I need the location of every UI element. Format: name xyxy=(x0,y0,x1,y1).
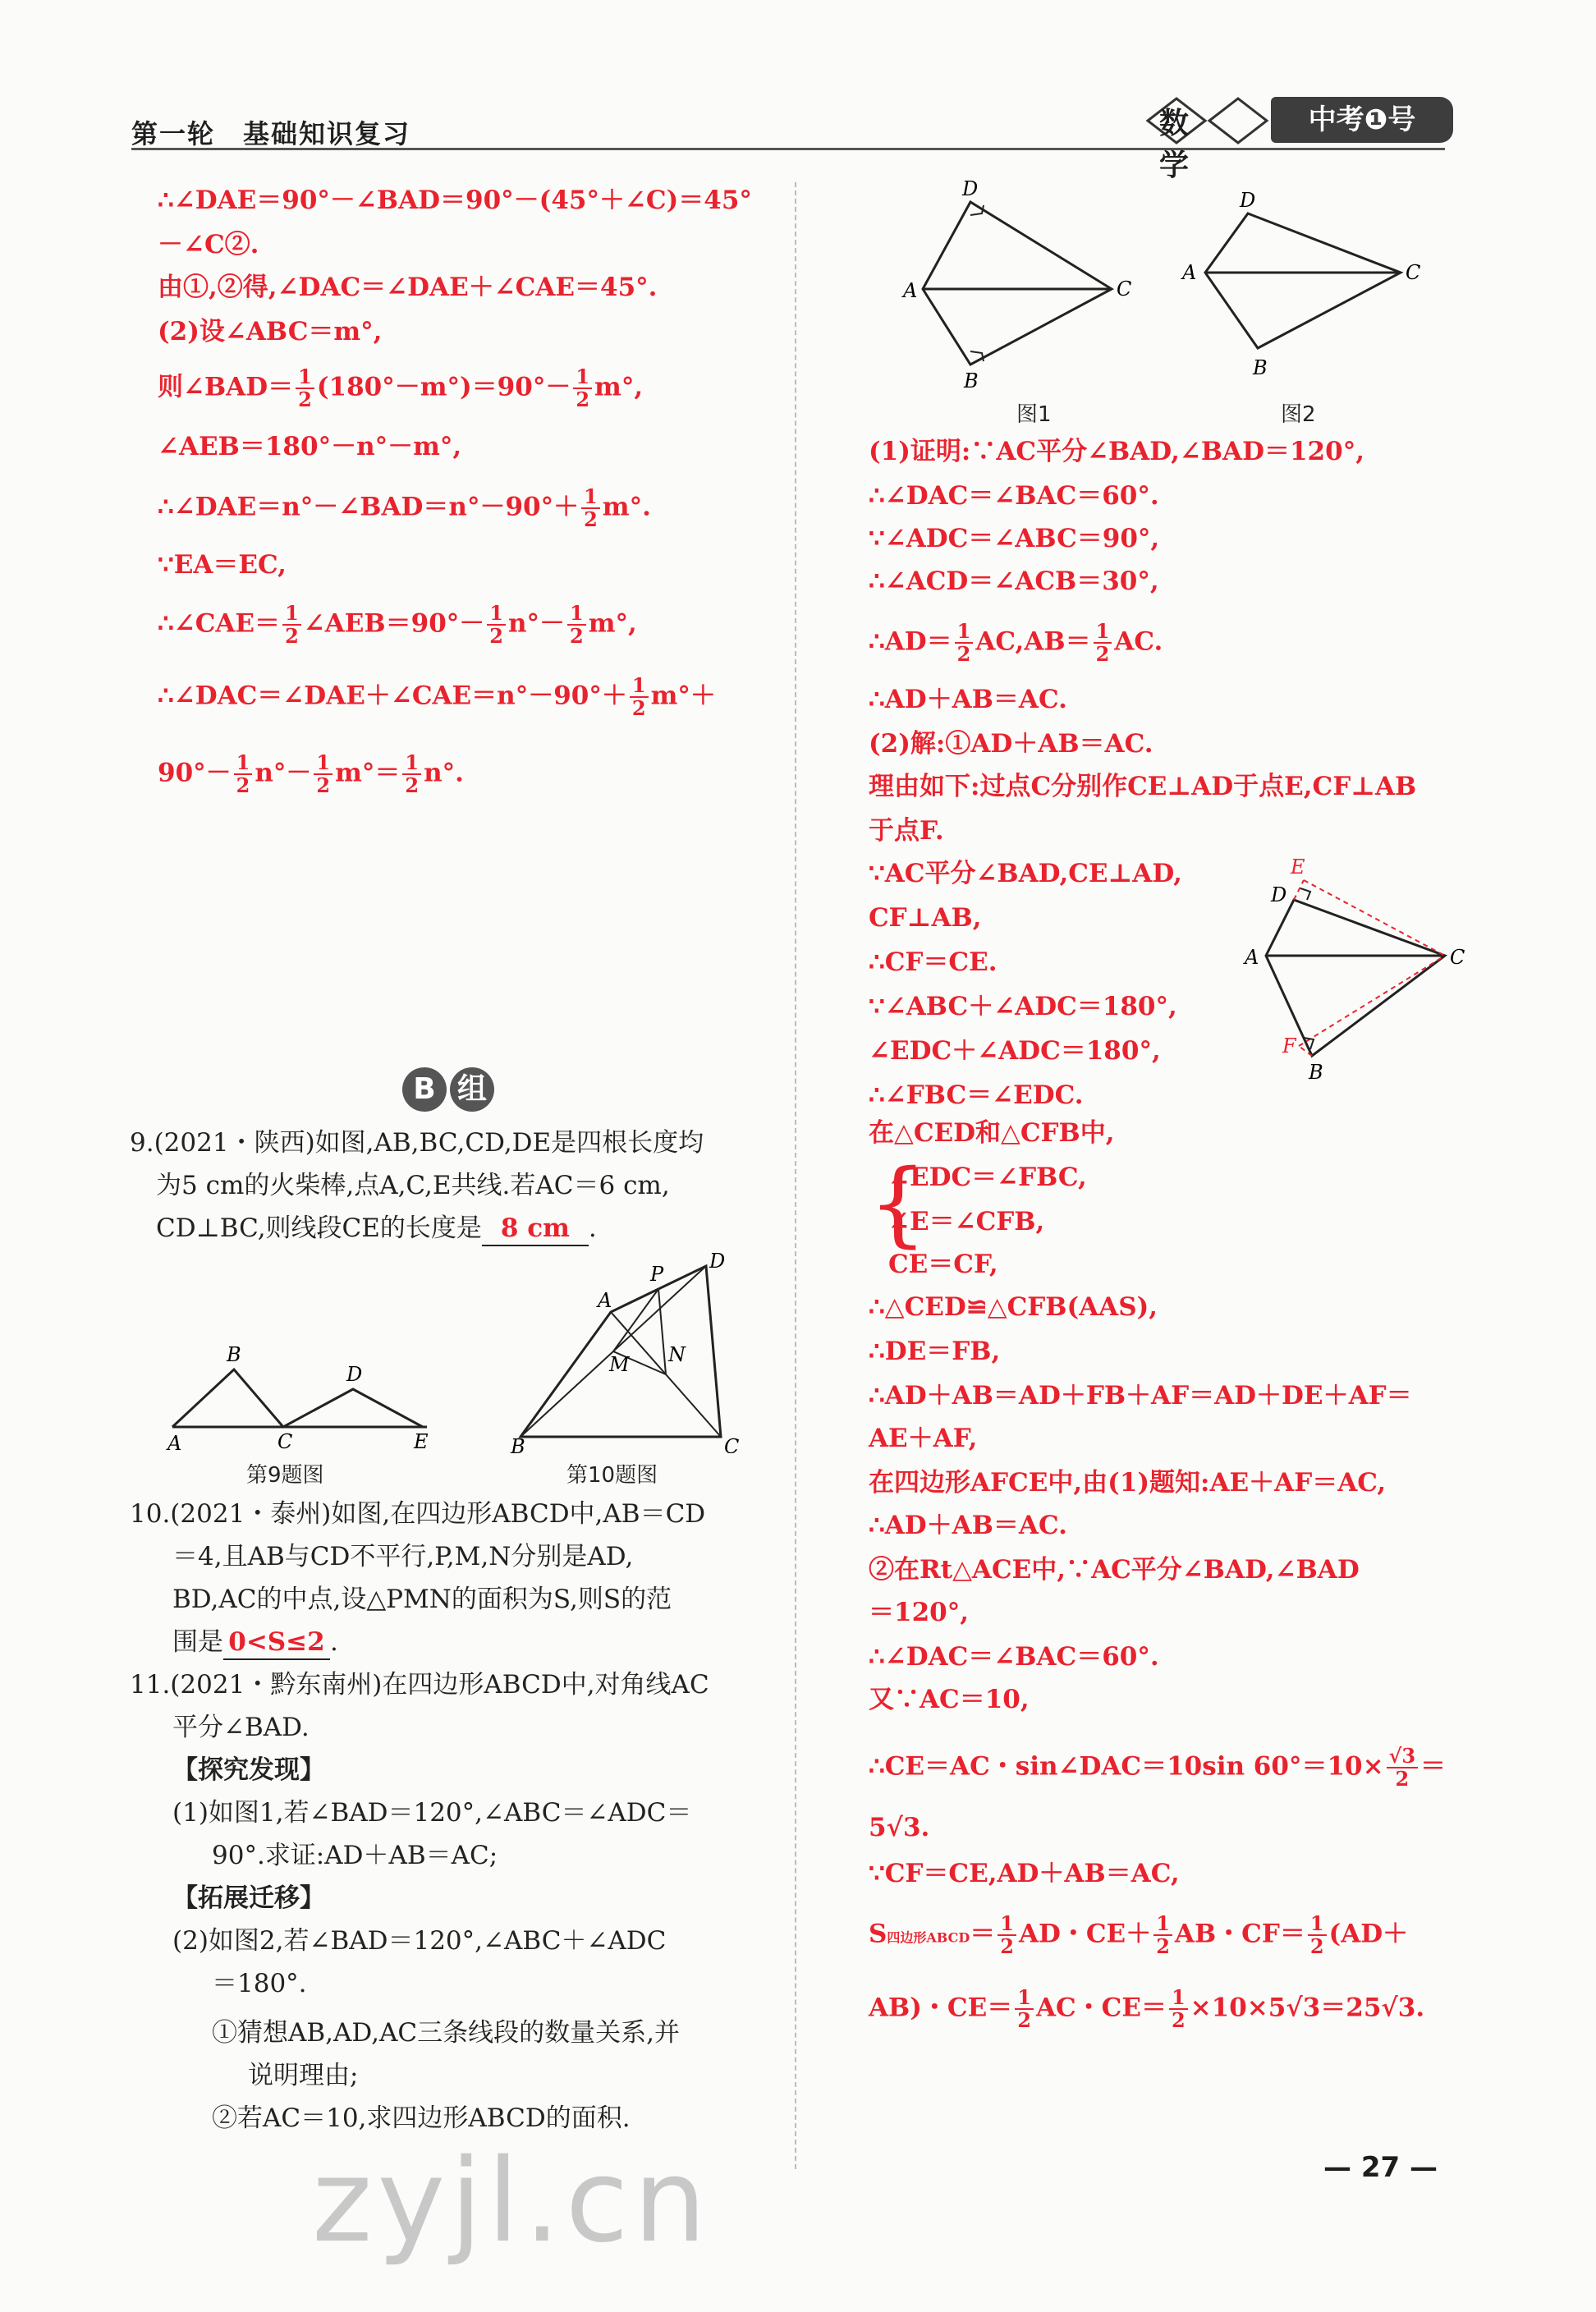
brace-line-1: ∠EDC＝∠FBC, xyxy=(888,1163,1087,1192)
fig2-label-b: B xyxy=(1253,356,1268,379)
answer-line-8: ∵EA＝EC, xyxy=(158,550,287,580)
sol-line-7: (2)解:①AD＋AB＝AC. xyxy=(869,729,1153,759)
q11-line-4: (1)如图1,若∠BAD＝120°,∠ABC＝∠ADC＝ xyxy=(172,1798,692,1828)
sol-line-22: ∴AD＋AB＝AC. xyxy=(869,1511,1067,1540)
sol-line-20: AE＋AF, xyxy=(869,1424,978,1453)
fig9-label-c: C xyxy=(277,1430,293,1453)
aux-label-f: F xyxy=(1282,1034,1296,1057)
watermark: zyjl.cn xyxy=(312,2135,712,2268)
q11-line-7: (2)如图2,若∠BAD＝120°,∠ABC＋∠ADC xyxy=(172,1926,667,1956)
fig10-label-c: C xyxy=(724,1435,740,1453)
figure-2-caption: 图2 xyxy=(1281,402,1316,427)
brace-line-2: ∠E＝∠CFB, xyxy=(888,1207,1045,1236)
fig10-label-m: M xyxy=(609,1353,630,1376)
sol-line-6: ∴AD＋AB＝AC. xyxy=(869,685,1067,714)
q11-line-2: 平分∠BAD. xyxy=(172,1713,310,1742)
sol-line-30: S四边形ABCD＝ $\frac{1}{2}$ AD・CE＋ $\frac{1}{2}$ AB・CF＝ $\frac{1}{2}$ (AD＋ xyxy=(869,1911,1409,1958)
q11-line-6: 【拓展迁移】 xyxy=(172,1883,325,1913)
q10-answer-blank: 0<S≤2 xyxy=(223,1626,330,1660)
figure-auxiliary xyxy=(1241,849,1488,1095)
answer-line-6: ∠AEB＝180°－n°－m°, xyxy=(158,432,462,461)
q11-line-3: 【探究发现】 xyxy=(172,1755,325,1785)
q11-line-1: 11.(2021・黔东南州)在四边形ABCD中,对角线AC xyxy=(130,1670,709,1700)
fig10-label-b: B xyxy=(511,1435,525,1453)
sol-line-21: 在四边形AFCE中,由(1)题知:AE＋AF＝AC, xyxy=(869,1468,1387,1498)
q10-figure xyxy=(509,1248,755,1453)
q9-line-1: 9.(2021・陕西)如图,AB,BC,CD,DE是四根长度均 xyxy=(130,1128,704,1158)
fig2-label-c: C xyxy=(1406,261,1421,284)
fig1-label-d: D xyxy=(962,177,979,200)
sol-line-8: 理由如下:过点C分别作CE⊥AD于点E,CF⊥AB xyxy=(869,772,1417,801)
sol-line-29: ∵CF＝CE,AD＋AB＝AC, xyxy=(869,1859,1180,1888)
fig9-label-a: A xyxy=(167,1432,182,1453)
brace-line-3: CE＝CF, xyxy=(888,1250,998,1279)
q10-line-1: 10.(2021・泰州)如图,在四边形ABCD中,AB＝CD xyxy=(130,1499,706,1529)
fig1-label-a: A xyxy=(903,279,918,302)
sol-line-18: ∴DE＝FB, xyxy=(869,1337,1001,1366)
sol-line-17: ∴△CED≌△CFB(AAS), xyxy=(869,1292,1158,1322)
sol-line-24: ＝120°, xyxy=(869,1598,970,1627)
fig9-label-d: D xyxy=(346,1363,363,1386)
sol-line-13: ∵∠ABC＋∠ADC＝180°, xyxy=(869,992,1177,1021)
q9-figure xyxy=(156,1330,452,1453)
aux-label-a: A xyxy=(1245,946,1259,969)
q11-line-10: 说明理由; xyxy=(248,2061,359,2090)
fig10-label-d: D xyxy=(709,1250,726,1273)
fig1-label-b: B xyxy=(964,369,979,392)
q11-line-11: ②若AC＝10,求四边形ABCD的面积. xyxy=(212,2103,631,2133)
fig9-label-b: B xyxy=(227,1343,241,1366)
sol-line-31: AB)・CE＝ $\frac{1}{2}$ AC・CE＝ $\frac{1}{2}$ ×10×5√3＝25√3. xyxy=(869,1985,1425,2032)
figure-1 xyxy=(895,176,1158,397)
sol-line-3: ∵∠ADC＝∠ABC＝90°, xyxy=(869,524,1160,553)
sol-line-1: (1)证明:∵AC平分∠BAD,∠BAD＝120°, xyxy=(869,437,1364,466)
fig1-label-c: C xyxy=(1117,278,1132,300)
sol-line-16: 在△CED和△CFB中, xyxy=(869,1118,1115,1148)
chapter-header: 第一轮 基础知识复习 xyxy=(131,118,411,149)
q10-line-3: BD,AC的中点,设△PMN的面积为S,则S的范 xyxy=(172,1585,672,1614)
sol-line-14: ∠EDC＋∠ADC＝180°, xyxy=(869,1036,1161,1066)
math-subject-label: 数学 xyxy=(1159,107,1218,182)
fig10-label-p: P xyxy=(650,1263,664,1286)
aux-label-b: B xyxy=(1309,1061,1323,1084)
q11-line-5: 90°.求证:AD＋AB＝AC; xyxy=(212,1841,498,1870)
answer-line-5: 则∠BAD＝ $\frac{1}{2}$ (180°－m°)＝90°－ $\frac{1}{2}$ m°, xyxy=(158,365,644,411)
sol-line-26: 又∵AC＝10, xyxy=(869,1685,1030,1714)
fig10-label-n: N xyxy=(668,1343,686,1366)
fig9-label-e: E xyxy=(414,1430,429,1453)
answer-line-7: ∴∠DAE＝n°－∠BAD＝n°－90°＋ $\frac{1}{2}$ m°. xyxy=(158,484,651,531)
fig2-label-a: A xyxy=(1182,261,1197,284)
answer-line-9: ∴∠CAE＝ $\frac{1}{2}$ ∠AEB＝90°－ $\frac{1}{2}$ n°－ $\frac{1}{2}$ m°, xyxy=(158,601,637,648)
sol-line-9: 于点F. xyxy=(869,816,944,846)
sol-line-27: ∴CE＝AC・sin∠DAC＝10sin 60°＝10× $\frac{√3}{2}$ ＝ xyxy=(869,1744,1447,1791)
aux-label-e: E xyxy=(1291,856,1305,878)
sol-line-2: ∴∠DAC＝∠BAC＝60°. xyxy=(869,481,1159,511)
answer-line-3: 由①,②得,∠DAC＝∠DAE＋∠CAE＝45°. xyxy=(158,273,658,302)
sol-line-19: ∴AD＋AB＝AD＋FB＋AF＝AD＋DE＋AF＝ xyxy=(869,1381,1412,1411)
sol-line-28: 5√3. xyxy=(869,1813,930,1842)
answer-line-2: －∠C②. xyxy=(158,230,259,259)
answer-line-10: ∴∠DAC＝∠DAE＋∠CAE＝n°－90°＋ $\frac{1}{2}$ m°＋ xyxy=(158,673,716,720)
q9-line-3: CD⊥BC,则线段CE的长度是 8 cm . xyxy=(156,1212,597,1246)
figure-1-caption: 图1 xyxy=(1016,402,1052,427)
q11-line-9: ①猜想AB,AD,AC三条线段的数量关系,并 xyxy=(212,2018,680,2048)
answer-line-1: ∴∠DAE＝90°－∠BAD＝90°－(45°＋∠C)＝45° xyxy=(158,186,752,215)
group-text-badge: 组 xyxy=(450,1067,494,1112)
section-b-group xyxy=(402,1067,498,1112)
q10-line-4: 围是 0<S≤2 . xyxy=(172,1626,338,1660)
aux-label-c: C xyxy=(1450,946,1465,969)
fig10-label-a: A xyxy=(598,1289,612,1312)
answer-line-4: (2)设∠ABC＝m°, xyxy=(158,317,383,346)
q10-line-2: ＝4,且AB与CD不平行,P,M,N分别是AD, xyxy=(172,1542,634,1571)
group-letter-badge: B xyxy=(402,1067,447,1112)
aux-label-d: D xyxy=(1271,883,1287,906)
q10-figure-caption: 第10题图 xyxy=(566,1463,658,1488)
q11-line-8: ＝180°. xyxy=(212,1969,307,1998)
answer-line-11: 90°－ $\frac{1}{2}$ n°－ $\frac{1}{2}$ m°＝ $\frac{1}{2}$ n°. xyxy=(158,750,464,797)
sol-line-23: ②在Rt△ACE中,∵AC平分∠BAD,∠BAD xyxy=(869,1555,1360,1585)
page-number: — 27 — xyxy=(1323,2151,1438,2184)
sol-line-25: ∴∠DAC＝∠BAC＝60°. xyxy=(869,1642,1159,1672)
sol-line-15: ∴∠FBC＝∠EDC. xyxy=(869,1080,1084,1110)
column-divider xyxy=(795,182,796,2169)
sol-line-5: ∴AD＝ $\frac{1}{2}$ AC,AB＝ $\frac{1}{2}$ AC. xyxy=(869,619,1163,666)
series-badge: 中考❶号 xyxy=(1271,97,1453,143)
sol-line-11: CF⊥AB, xyxy=(869,903,982,933)
sol-line-10: ∵AC平分∠BAD,CE⊥AD, xyxy=(869,859,1182,888)
q9-line-2: 为5 cm的火柴棒,点A,C,E共线.若AC＝6 cm, xyxy=(156,1171,670,1200)
sol-line-12: ∴CF＝CE. xyxy=(869,947,998,977)
q9-answer-blank: 8 cm xyxy=(482,1212,589,1246)
sol-line-4: ∴∠ACD＝∠ACB＝30°, xyxy=(869,567,1159,596)
system-brace: { xyxy=(869,1150,928,1257)
fig2-label-d: D xyxy=(1240,189,1256,212)
q9-figure-caption: 第9题图 xyxy=(246,1463,324,1488)
figure-2 xyxy=(1172,187,1443,384)
